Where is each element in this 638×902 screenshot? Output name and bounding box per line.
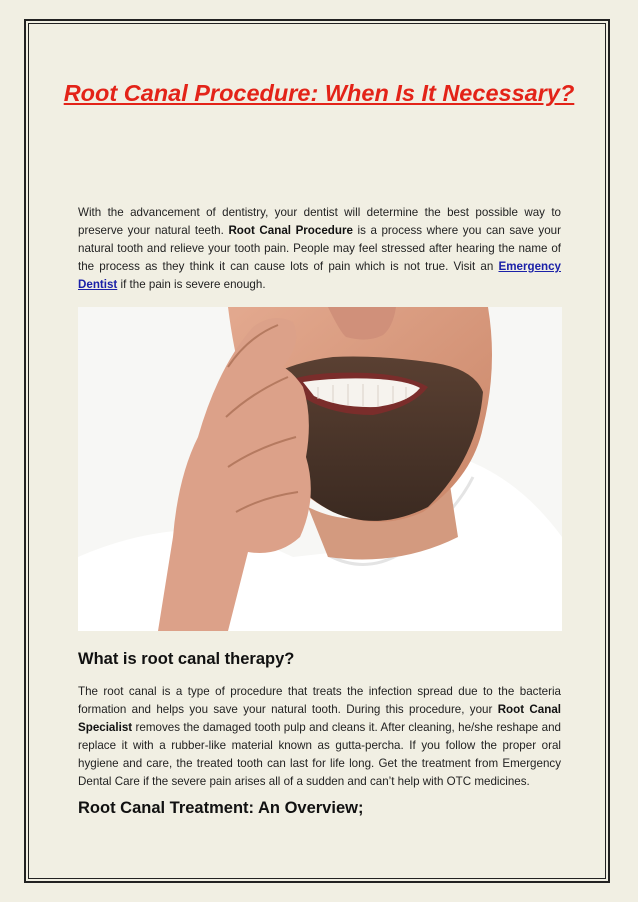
intro-paragraph bbox=[78, 204, 561, 294]
toothache-man-photo bbox=[78, 307, 562, 631]
intro-text-1: With the advancement of dentistry, your dentist will determine the best possible way to preserve your natural teeth. bbox=[78, 206, 561, 237]
section-heading-root-canal-therapy: What is root canal therapy? bbox=[78, 650, 295, 668]
intro-text-3: if the pain is severe enough. bbox=[117, 278, 266, 291]
page-title: Root Canal Procedure: When Is It Necessary? bbox=[63, 80, 575, 106]
therapy-paragraph bbox=[78, 683, 561, 791]
emergency-dentist-link[interactable]: Emergency Dentist bbox=[78, 260, 561, 291]
intro-text-2: is a process where you can save your natural tooth and relieve your tooth pain. People may feel stressed after hearing the name of the process as they think it can cause lots of pain which is not true. Visit an bbox=[78, 224, 561, 273]
therapy-bold-root-canal-specialist: Root Canal Specialist bbox=[78, 703, 561, 734]
section-heading-treatment-overview: Root Canal Treatment: An Overview; bbox=[78, 799, 364, 817]
intro-bold-root-canal-procedure: Root Canal Procedure bbox=[228, 224, 353, 237]
therapy-text-1: The root canal is a type of procedure that treats the infection spread due to the bacteria formation and helps you save your natural tooth. During this procedure, your bbox=[78, 685, 561, 716]
therapy-text-2: removes the damaged tooth pulp and cleans it. After cleaning, he/she reshape and replace it with a rubber-like material known as gutta-percha. If you follow the proper oral hygiene and care, the treated tooth can last for life long. Get the treatment from Emergency Dental Care if the severe pain arises all of a sudden and can’t help with OTC medicines. bbox=[78, 721, 561, 788]
